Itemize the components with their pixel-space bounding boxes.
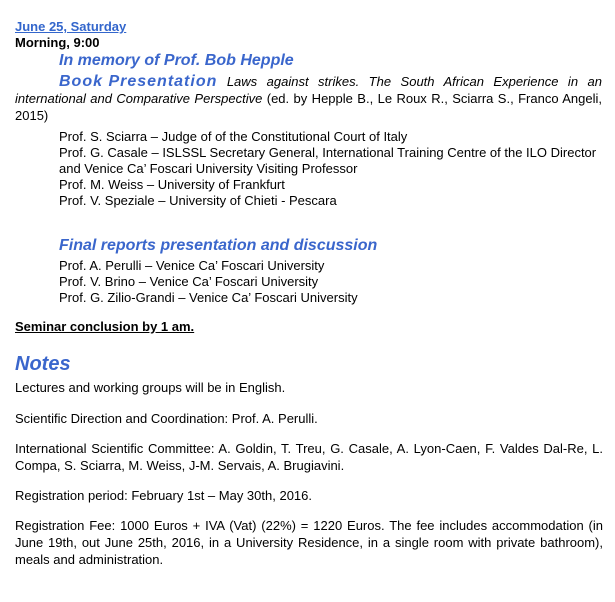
book-presentation-paragraph <box>15 73 602 124</box>
memorial-heading: In memory of Prof. Bob Hepple <box>59 52 294 69</box>
final-reports-heading: Final reports presentation and discussion <box>59 237 378 254</box>
list-item: Prof. V. Brino – Venice Ca’ Foscari University <box>59 274 319 289</box>
final-speakers-list <box>59 258 604 306</box>
notes-paragraph: Registration Fee: 1000 Euros + IVA (Vat) (22%) = 1220 Euros. The fee includes accommodation (in June 19th, out June 25th, 2016, in a University Residence, in a single room with private bathroom), meals and administration. <box>15 518 603 567</box>
seminar-conclusion: Seminar conclusion by 1 am. <box>15 319 195 334</box>
session-time: Morning, 9:00 <box>15 35 100 50</box>
list-item: Prof. G. Casale – ISLSSL Secretary General, International Training Centre of the ILO Director and Venice Ca’ Foscari University Visiting Professor <box>59 145 597 176</box>
list-item: Prof. A. Perulli – Venice Ca’ Foscari University <box>59 258 325 273</box>
book-presentation-label: Book Presentation <box>59 73 218 90</box>
notes-heading: Notes <box>15 353 71 375</box>
notes-paragraph: International Scientific Committee: A. Goldin, T. Treu, G. Casale, A. Lyon-Caen, F. Valdes Dal-Re, L. Compa, S. Sciarra, M. Weiss, J-M. Servais, A. Brugiavini. <box>15 441 603 473</box>
list-item: Prof. V. Speziale – University of Chieti - Pescara <box>59 193 337 208</box>
book-title: Laws against strikes. The South African Experience in an international and Comparative Perspective <box>15 74 602 106</box>
list-item: Prof. S. Sciarra – Judge of of the Constitutional Court of Italy <box>59 129 408 144</box>
notes-paragraph: Registration period: February 1st – May 30th, 2016. <box>15 488 312 503</box>
notes-paragraph: Lectures and working groups will be in English. <box>15 380 286 395</box>
list-item: Prof. G. Zilio-Grandi – Venice Ca’ Foscari University <box>59 290 358 305</box>
list-item: Prof. M. Weiss – University of Frankfurt <box>59 177 285 192</box>
notes-paragraph: Scientific Direction and Coordination: Prof. A. Perulli. <box>15 411 318 426</box>
session-date: June 25, Saturday <box>15 19 127 34</box>
book-citation: (ed. by Hepple B., Le Roux R., Sciarra S., Franco Angeli, 2015) <box>15 91 602 123</box>
book-speakers-list <box>59 129 604 209</box>
